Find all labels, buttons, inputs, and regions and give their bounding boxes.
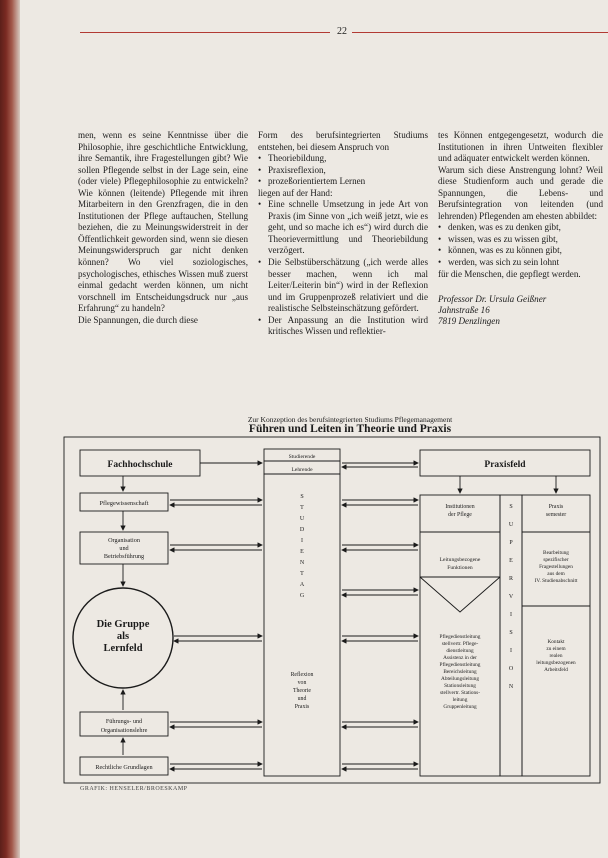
paragraph: Form des berufsintegrierten Studiums entstehen, bei diesem Anspruch von	[258, 130, 428, 152]
pflegedienst-item: Stationsleitung	[444, 683, 476, 689]
reflexion-label-5: Praxis	[294, 704, 310, 710]
gruppe-label-3: Lernfeld	[103, 643, 143, 654]
pflegedienst-item: Assistenz in der	[443, 655, 477, 661]
kontakt-label-5: Arbeitsfeld	[544, 667, 568, 673]
author-street: Jahnstraße 16	[438, 305, 490, 316]
studientag-letter: A	[299, 582, 305, 588]
organisation-label-3: Betriebsführung	[103, 553, 145, 560]
bearbeitung-label-3: Fragestellungen	[539, 564, 573, 570]
pflegedienst-list	[440, 633, 481, 710]
studientag-letter: T	[300, 505, 304, 511]
supervision-letter: R	[508, 576, 514, 582]
pflegewissenschaft-label: Pflegewissenschaft	[99, 500, 149, 507]
organisation-label-2: und	[119, 545, 129, 552]
studientag-letter: I	[301, 538, 303, 544]
reflexion-label-3: Theorie	[292, 688, 312, 694]
reflexion-label-2: von	[297, 680, 307, 686]
supervision-letter: V	[508, 594, 514, 600]
list-item: • Die Selbstüberschätzung („ich werde alles besser machen, wenn ich mal Leiter/Leiterin bin“) wird in der Reflexion und im Gruppenprozeß relativiert und die realistische Selbsteinschätzung gefördert.	[258, 257, 428, 315]
paragraph: liegen auf der Hand:	[258, 187, 333, 198]
pflegedienst-item: leitung	[452, 697, 468, 703]
list-item: • prozeßorientiertem Lernen	[258, 176, 428, 188]
kontakt-label-2: zu einem	[546, 646, 566, 652]
author-city: 7819 Denzlingen	[438, 316, 500, 327]
list-item: • Der Anpassung an die Institution wird kritisches Wissen und reflektier-	[258, 315, 428, 338]
bearbeitung-label-4: aus dem	[547, 571, 565, 577]
paragraph: Die Spannungen, die durch diese	[78, 314, 198, 325]
paragraph: Warum sich diese Anstrengung lohnt? Weil diese Studienform auch und gerade die Spannungen, die Lebens- und Berufsintegration von leitenden (und lehrenden) Pflegenden am ehesten abbildet:	[438, 164, 603, 221]
pflegedienst-item: Bereichsleitung	[443, 669, 477, 675]
diagram-title: Führen und Leiten in Theorie und Praxis	[248, 423, 452, 435]
rechtliche-label: Rechtliche Grundlagen	[95, 764, 153, 771]
supervision-letter: P	[509, 540, 513, 546]
pflegedienst-item: Abteilungsleitung	[441, 676, 479, 682]
paragraph: für die Menschen, die gepflegt werden.	[438, 268, 581, 279]
leitung-label-2: Funktionen	[447, 565, 473, 571]
supervision-letter: I	[510, 612, 512, 618]
paragraph: men, wenn es seine Kenntnisse über die Philosophie, ihre geschichtliche Entwicklung, ihre Semantik, ihre Fragestellungen gibt? Wie sollen Pflegende selbst in der Lage sein, eine (oder viele) Pflegephilosophie zu entwickeln? Wie können (leitende) Pflegende mit ihren Mitarbeitern in den Grenzfragen, die in den Institutionen der Pflege auftauchen, Stellung beziehen, die zu Meinungswiderstreit in der Öffentlichkeit geworden sind, wenn sie diesen Meinungswiderspruch gar nicht denken können? Wo viel soziologisches, psychologisches, ethisches Wissen muß zuerst einmal gedacht werden können, um nicht vorschnell im Entscheidungsdruck nur „aus Erfahrung“ zu handeln?	[78, 130, 248, 314]
pflegedienst-item: Gruppenleitung	[443, 704, 477, 710]
kontakt-label-4: leitungsbezogenen	[536, 660, 576, 666]
paragraph: tes Können entgegengesetzt, wodurch die Institutionen in ihren Untweiten flexibler und adäquater entwickelt werden können.	[438, 130, 603, 164]
praxissemester-label-1: Praxis	[548, 504, 564, 510]
lehrende-label: Lehrende	[291, 467, 313, 473]
pflegedienst-item: Pflegedienstleitung	[439, 662, 481, 668]
page-number: 22	[337, 26, 347, 37]
reflexion-label-1: Reflexion	[290, 672, 314, 678]
praxissemester-label-2: semester	[545, 512, 567, 518]
studientag-letter: E	[300, 549, 304, 555]
praxisfeld-label: Praxisfeld	[484, 460, 526, 470]
institution-label-1: Institutionen	[445, 504, 475, 510]
supervision-letter: N	[508, 684, 514, 690]
leitung-label-1: Leitungsbezogene	[439, 557, 481, 563]
fachhochschule-label: Fachhochschule	[107, 460, 173, 470]
list-item: • Theoriebildung,	[258, 153, 428, 165]
studientag-letter: T	[300, 571, 304, 577]
studierende-label: Studierende	[288, 454, 316, 460]
list-item: • können, was es zu können gibt,	[438, 245, 603, 257]
pflegedienst-item: Pflegedienstleitung	[439, 634, 481, 640]
fuehrung-label-2: Organisationslehre	[100, 727, 148, 734]
list-item: • wissen, was es zu wissen gibt,	[438, 234, 603, 246]
list-item: • denken, was es zu denken gibt,	[438, 222, 603, 234]
list-item: • Eine schnelle Umsetzung in jede Art von Praxis (im Sinne von „ich weiß jetzt, wie es geht, und so mache ich es“) wird durch die Theorievermittlung und Theoriebildung verzögert.	[258, 199, 428, 257]
diagram-caption: Zur Konzeption des berufsintegrierten Studiums Pflegemanagement	[247, 415, 453, 424]
organisation-label-1: Organisation	[108, 537, 140, 544]
supervision-letter: E	[509, 558, 513, 564]
supervision-letter: I	[510, 648, 512, 654]
studientag-letter: U	[299, 516, 305, 522]
pflegedienst-item: dienstleitung	[446, 648, 474, 654]
kontakt-label-1: Kontakt	[547, 639, 565, 645]
pflegedienst-item: stellvertr. Pflege-	[441, 641, 479, 647]
gruppe-label-2: als	[116, 631, 130, 642]
author-name: Professor Dr. Ursula Geißner	[438, 294, 547, 305]
graphic-credit: GRAFIK: HENSELER/BROESKAMP	[80, 786, 188, 792]
praxissemester-column	[522, 495, 590, 776]
pflegedienst-item: stellvertr. Stations-	[439, 690, 481, 696]
studientag-letter: G	[299, 593, 305, 599]
studientag-letter: N	[299, 560, 305, 566]
institution-label-2: der Pflege	[448, 512, 472, 518]
fuehrung-label-1: Führungs- und	[105, 718, 143, 725]
list-item: • Praxisreflexion,	[258, 165, 428, 177]
supervision-letter: U	[508, 522, 514, 528]
list-item: • werden, was sich zu sein lohnt	[438, 257, 603, 269]
gruppe-label-1: Die Gruppe	[96, 619, 150, 630]
supervision-letter: O	[508, 666, 514, 672]
reflexion-label-4: und	[297, 696, 307, 702]
studientag-letter: S	[300, 494, 304, 500]
supervision-letter: S	[509, 504, 513, 510]
bearbeitung-label-2: spezifischer	[543, 557, 569, 563]
kontakt-label-3: realen	[549, 653, 563, 659]
bearbeitung-label-5: IV. Studienabschnitt	[534, 578, 578, 584]
supervision-letter: S	[509, 630, 513, 636]
supervision-letters	[509, 504, 514, 690]
studientag-letters	[300, 494, 305, 599]
studientag-letter: D	[299, 527, 305, 533]
bearbeitung-label-1: Bearbeitung	[543, 550, 569, 556]
